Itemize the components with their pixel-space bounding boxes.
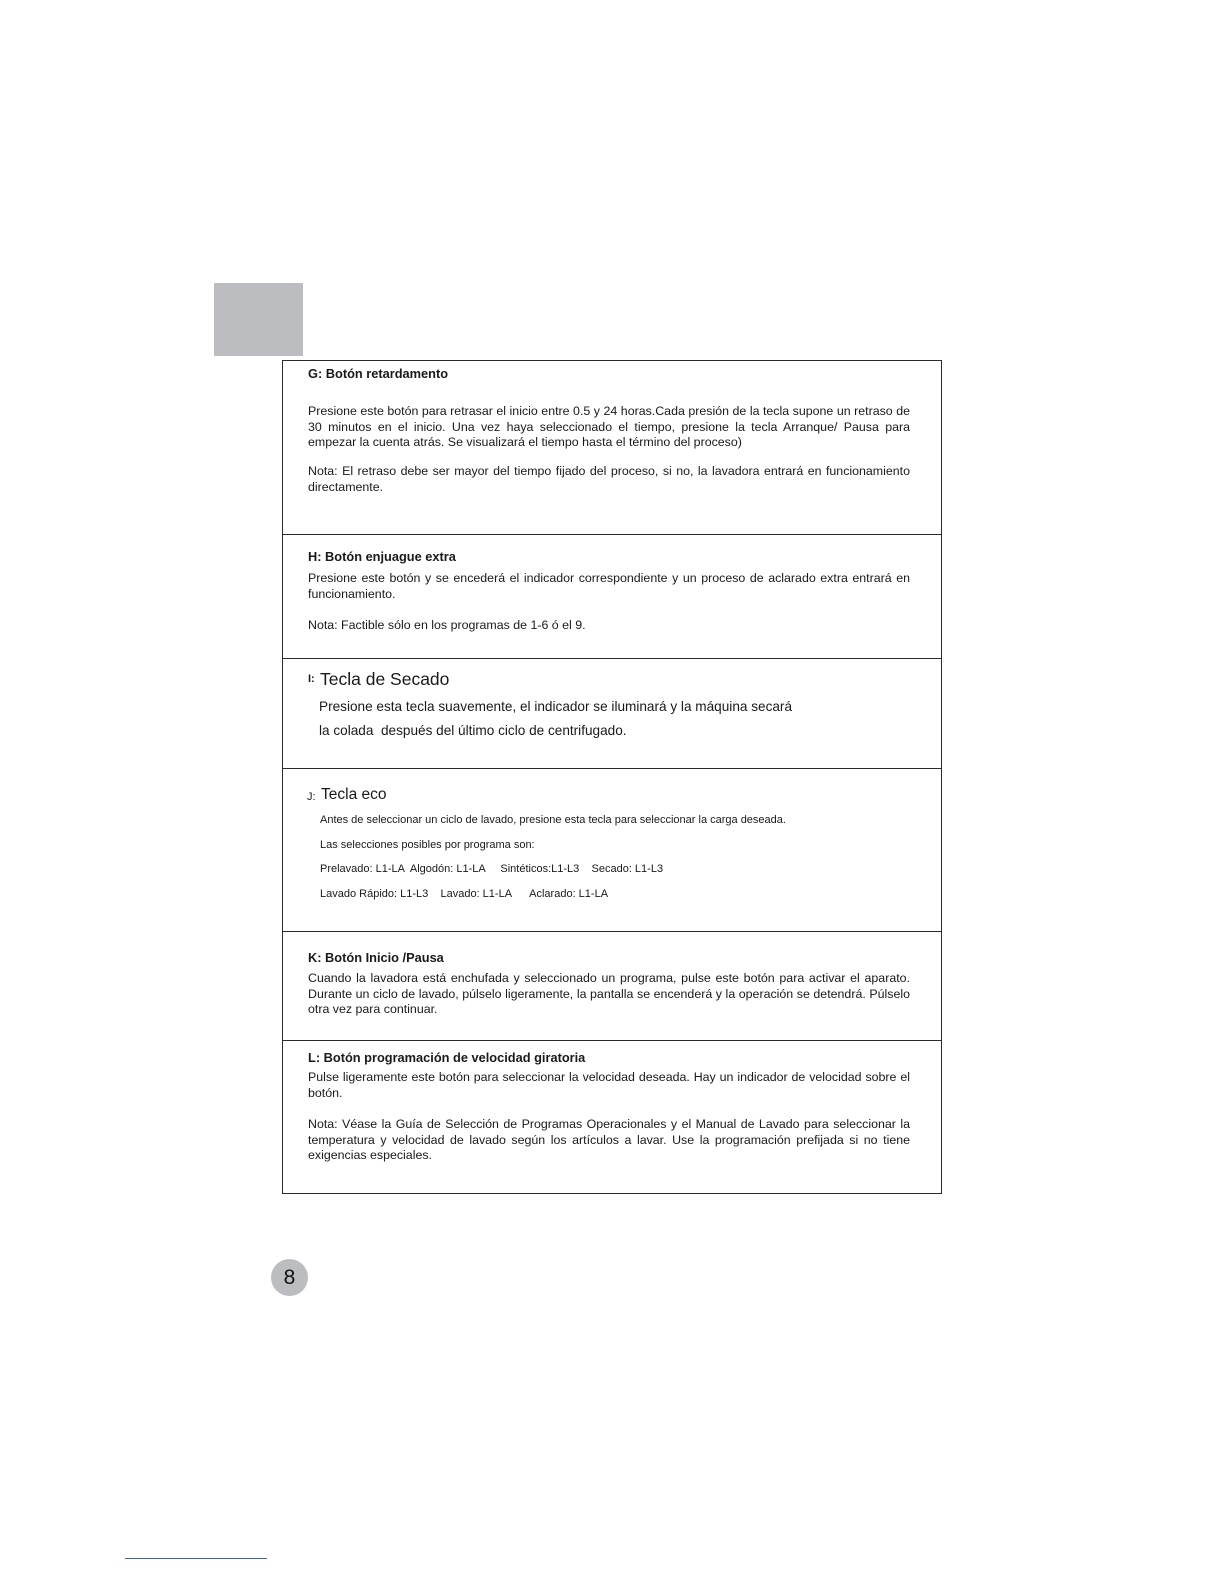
section-i-title: Tecla de Secado bbox=[320, 669, 450, 689]
section-l-note: Nota: Véase la Guía de Selección de Programas Operacionales y el Manual de Lavado para seleccionar la temperatura y velocidad de lavado según los artículos a lavar. Use la programación prefijada si no tiene exigencias especiales. bbox=[308, 1117, 910, 1162]
section-h-title: H: Botón enjuague extra bbox=[308, 549, 456, 564]
section-j-line1: Antes de seleccionar un ciclo de lavado, presione esta tecla para seleccionar la carga deseada. bbox=[320, 814, 786, 826]
instructions-frame bbox=[282, 360, 942, 1194]
footer-rule bbox=[125, 1558, 267, 1559]
section-i bbox=[283, 659, 941, 769]
section-g-note: Nota: El retraso debe ser mayor del tiempo fijado del proceso, si no, la lavadora entrará en funcionamiento directamente. bbox=[308, 464, 910, 494]
section-i-line2: la colada después del último ciclo de centrifugado. bbox=[319, 723, 627, 738]
section-l-body: Pulse ligeramente este botón para seleccionar la velocidad deseada. Hay un indicador de velocidad sobre el botón. bbox=[308, 1070, 910, 1100]
section-j-line4: Lavado Rápido: L1-L3 Lavado: L1-LA Aclarado: L1-LA bbox=[320, 888, 609, 900]
page-number-badge: 8 bbox=[271, 1259, 308, 1296]
section-k-title: K: Botón Inicio /Pausa bbox=[308, 950, 444, 965]
section-h-body: Presione este botón y se encederá el indicador correspondiente y un proceso de aclarado extra entrará en funcionamiento. bbox=[308, 571, 910, 601]
section-j bbox=[283, 769, 941, 932]
section-j-letter: J: bbox=[307, 791, 316, 803]
section-h bbox=[283, 535, 941, 659]
section-j-line3: Prelavado: L1-LA Algodón: L1-LA Sintéticos:L1-L3 Secado: L1-L3 bbox=[320, 863, 664, 875]
section-i-letter: I: bbox=[308, 673, 315, 685]
section-tab-marker bbox=[214, 283, 303, 356]
section-g bbox=[283, 361, 941, 535]
section-h-note: Nota: Factible sólo en los programas de 1-6 ó el 9. bbox=[308, 618, 586, 632]
section-l-title: L: Botón programación de velocidad giratoria bbox=[308, 1050, 586, 1065]
section-g-body: Presione este botón para retrasar el inicio entre 0.5 y 24 horas.Cada presión de la tecla supone un retraso de 30 minutos en el inicio. Una vez haya seleccionado el tiempo, presione la tecla Arranque/ Pausa para empezar la cuenta atrás. Se visualizará el tiempo hasta el término del proceso) bbox=[308, 404, 910, 449]
section-g-title: G: Botón retardamento bbox=[308, 366, 449, 381]
section-j-line2: Las selecciones posibles por programa son: bbox=[320, 839, 535, 851]
section-i-line1: Presione esta tecla suavemente, el indicador se iluminará y la máquina secará bbox=[319, 699, 793, 714]
section-k-body: Cuando la lavadora está enchufada y seleccionado un programa, pulse este botón para activar el aparato. Durante un ciclo de lavado, púlselo ligeramente, la pantalla se encenderá y la operación se detendrá. Púlselo otra vez para continuar. bbox=[308, 971, 910, 1016]
section-l bbox=[283, 1041, 941, 1192]
section-j-title: Tecla eco bbox=[321, 786, 387, 803]
section-k bbox=[283, 932, 941, 1041]
